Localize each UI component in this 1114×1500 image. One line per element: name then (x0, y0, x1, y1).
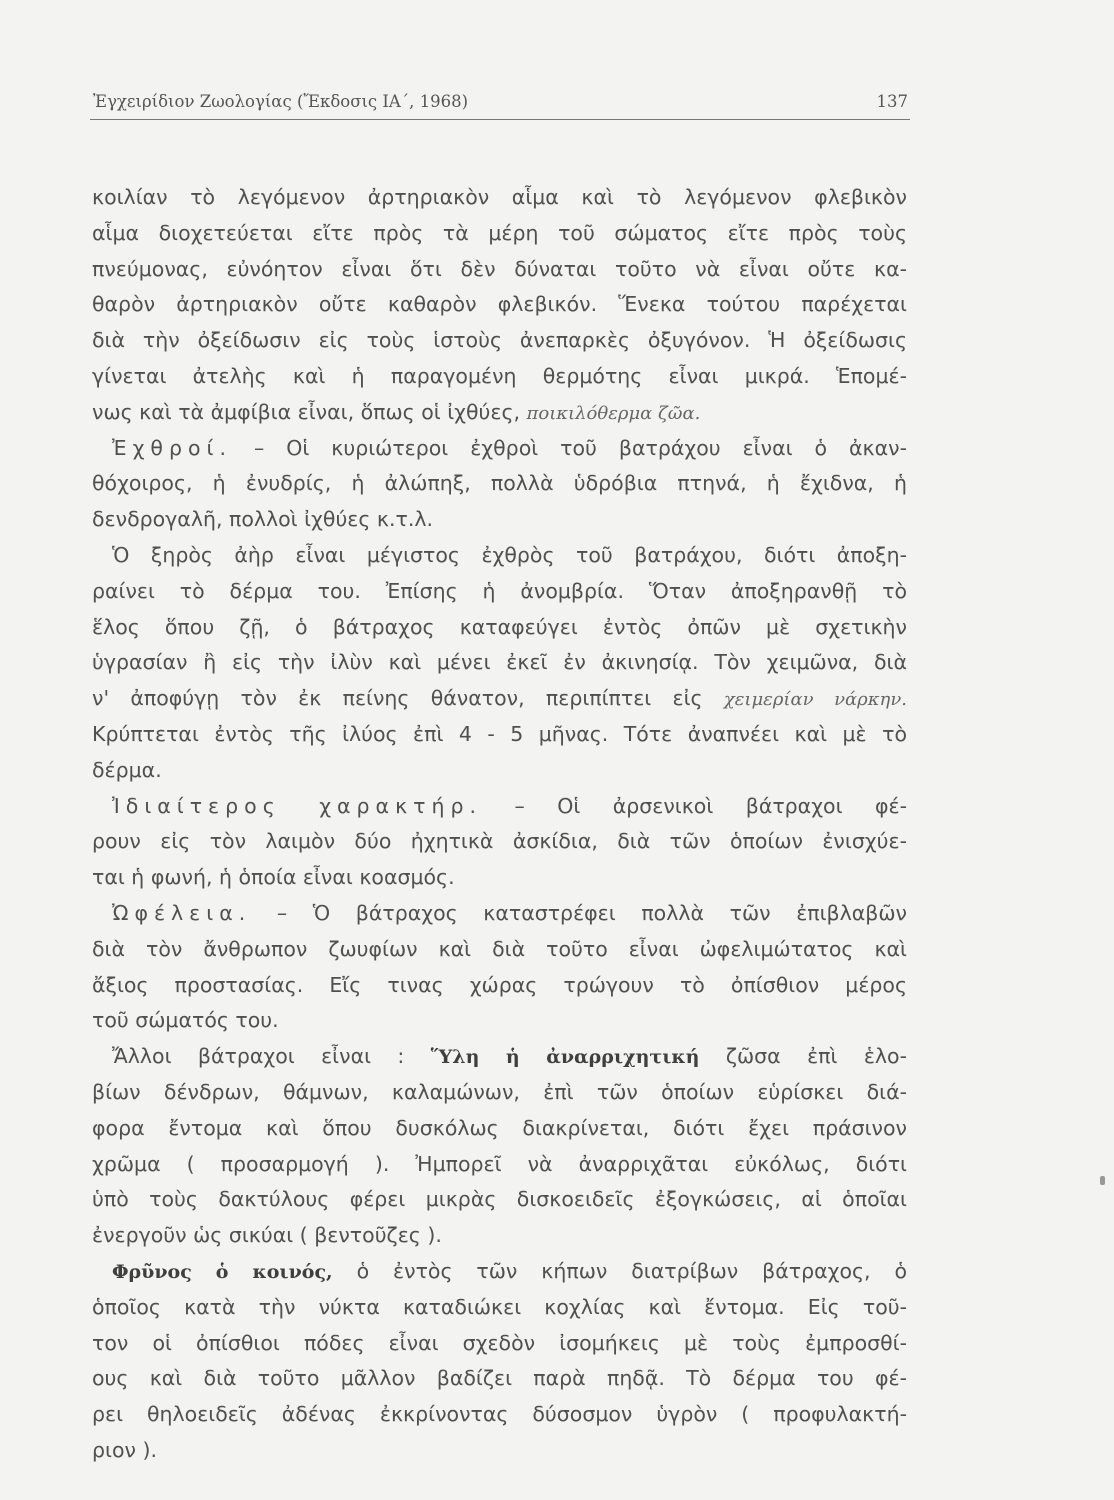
text-segment: διὰ τὸν ἄνθρωπον ζωυφίων καὶ διὰ τοῦτο εἶναι ὠφελιμώτατος καὶ (92, 936, 907, 961)
running-header (93, 92, 908, 118)
text-line (92, 323, 907, 359)
text-segment: κοιλίαν τὸ λεγόμενον ἀρτηριακὸν αἷμα καὶ τὸ λεγόμενον φλεβικὸν (92, 185, 907, 209)
text-line (92, 789, 907, 825)
text-line (92, 681, 907, 717)
text-line (92, 359, 907, 395)
text-segment: πνεύμονας, εὐνόητον εἶναι ὅτι δὲν δύναται τοῦτο νὰ εἶναι οὔτε κα- (92, 256, 907, 281)
text-segment: δενδρογαλῆ, πολλοὶ ἰχθύες κ.τ.λ. (92, 507, 434, 532)
section-heading: Ὠφέλεια. (112, 900, 252, 925)
text-segment: ν' ἀποφύγῃ τὸν ἐκ πείνης θάνατον, περιπίπτει εἰς (92, 686, 724, 711)
page-number: 137 (876, 92, 908, 111)
text-segment: ους καὶ διὰ τοῦτο μᾶλλον βαδίζει παρὰ πηδᾷ. Τὸ δέρμα του φέ- (92, 1366, 907, 1391)
text-segment: ὑγρασίαν ἢ εἰς τὴν ἰλὺν καὶ μένει ἐκεῖ ἐν ἀκινησίᾳ. Τὸν χειμῶνα, διὰ (92, 650, 907, 675)
text-line (92, 753, 907, 789)
text-segment: νως καὶ τὰ ἀμφίβια εἶναι, ὅπως οἱ ἰχθύες, (92, 399, 527, 424)
text-line (92, 1111, 907, 1147)
text-line (92, 1003, 907, 1039)
text-segment: ὁποῖος κατὰ τὴν νύκτα καταδιώκει κοχλίας καὶ ἔντομα. Εἰς τοῦ- (92, 1294, 907, 1319)
italic-term: ποικιλόθερμα ζῶα. (526, 402, 701, 424)
text-segment: αἷμα διοχετεύεται εἴτε πρὸς τὰ μέρη τοῦ σώματος εἴτε πρὸς τοὺς (92, 220, 907, 245)
text-line (92, 395, 907, 431)
text-segment: ἐνεργοῦν ὡς σικύαι ( βεντοῦζες ). (92, 1223, 442, 1248)
text-line (92, 1290, 907, 1326)
text-segment: ἕλος ὅπου ζῇ, ὁ βάτραχος καταφεύγει ἐντὸς ὀπῶν μὲ σχετικὴν (92, 614, 907, 639)
header-title: Ἐγχειρίδιον Ζωολογίας (Ἔκδοσις ΙΑ΄, 1968) (93, 92, 469, 111)
text-segment: ρει θηλοειδεῖς ἀδένας ἐκκρίνοντας δύσοσμον ὑγρὸν ( προφυλακτή- (92, 1402, 907, 1427)
text-line (92, 860, 907, 896)
text-line (92, 1075, 907, 1111)
text-segment: θόχοιρος, ἡ ἐνυδρίς, ἡ ἀλώπηξ, πολλὰ ὑδρόβια πτηνά, ἡ ἔχιδνα, ἡ (92, 471, 907, 496)
text-line (92, 466, 907, 502)
text-segment: γίνεται ἀτελὴς καὶ ἡ παραγομένη θερμότης εἶναι μικρά. Ἑπομέ- (92, 363, 907, 388)
text-segment: Ἄλλοι βάτραχοι εἶναι : (112, 1044, 431, 1069)
text-line (92, 717, 907, 753)
text-segment: Ὁ ξηρὸς ἀὴρ εἶναι μέγιστος ἐχθρὸς τοῦ βατράχου, διότι ἀποξη- (112, 542, 907, 567)
text-line (92, 287, 907, 323)
text-segment: θαρὸν ἀρτηριακὸν οὔτε καθαρὸν φλεβικόν. Ἕνεκα τούτου παρέχεται (92, 292, 907, 317)
text-segment: ὁ ἐντὸς τῶν κήπων διατρίβων βάτραχος, ὁ (332, 1258, 907, 1283)
text-line (92, 645, 907, 681)
text-segment: ζῶσα ἐπὶ ἑλο- (699, 1044, 907, 1069)
text-line (92, 538, 907, 574)
text-segment: – Ὁ βάτραχος καταστρέφει πολλὰ τῶν ἐπιβλαβῶν (251, 900, 907, 925)
text-segment: φορα ἔντομα καὶ ὅπου δυσκόλως διακρίνεται, διότι ἔχει πράσινον (92, 1115, 907, 1140)
text-segment: διὰ τὴν ὀξείδωσιν εἰς τοὺς ἱστοὺς ἀνεπαρκὲς ὀξυγόνον. Ἡ ὀξείδωσις (92, 328, 907, 353)
bold-term: Ὕλη ἡ ἀναρριχητική (430, 1046, 700, 1069)
text-segment: βίων δένδρων, θάμνων, καλαμώνων, ἐπὶ τῶν ὁποίων εὑρίσκει διά- (92, 1079, 907, 1104)
italic-term: χειμερίαν νάρκην. (723, 689, 907, 711)
text-line (92, 1326, 907, 1362)
text-line (92, 824, 907, 860)
text-segment: ρουν εἰς τὸν λαιμὸν δύο ἠχητικὰ ἀσκίδια, διὰ τῶν ὁποίων ἐνισχύε- (92, 829, 907, 854)
scan-speck (1100, 1176, 1105, 1185)
text-line (92, 180, 907, 216)
text-line (92, 968, 907, 1004)
section-heading: Ἰδιαίτερος χαρακτήρ. (112, 793, 483, 818)
text-line (92, 1433, 907, 1469)
text-line (92, 1147, 907, 1183)
header-rule (90, 119, 910, 120)
text-line (92, 431, 907, 467)
text-line (92, 1039, 907, 1075)
text-line (92, 216, 907, 252)
text-line (92, 502, 907, 538)
text-segment: δέρμα. (92, 757, 162, 782)
text-line (92, 1218, 907, 1254)
text-line (92, 1254, 907, 1290)
text-segment: – Οἱ κυριώτεροι ἐχθροὶ τοῦ βατράχου εἶναι ὁ ἀκαν- (231, 435, 907, 460)
bold-term: Φρῦνος ὁ κοινός, (112, 1260, 333, 1283)
body-text (92, 180, 907, 1469)
text-line (92, 1397, 907, 1433)
text-line (92, 932, 907, 968)
text-segment: τοῦ σώματός του. (92, 1008, 279, 1033)
text-line (92, 1182, 907, 1218)
text-line (92, 896, 907, 932)
text-segment: ὑπὸ τοὺς δακτύλους φέρει μικρὰς δισκοειδεῖς ἐξογκώσεις, αἱ ὁποῖαι (92, 1187, 907, 1212)
text-segment: τον οἱ ὀπίσθιοι πόδες εἶναι σχεδὸν ἰσομήκεις μὲ τοὺς ἐμπροσθί- (92, 1330, 907, 1355)
text-line (92, 610, 907, 646)
section-heading: Ἐχθροί. (112, 435, 232, 460)
text-line (92, 252, 907, 288)
text-segment: ἄξιος προστασίας. Εἴς τινας χώρας τρώγουν τὸ ὀπίσθιον μέρος (92, 972, 907, 997)
text-segment: – Οἱ ἀρσενικοὶ βάτραχοι φέ- (482, 793, 907, 818)
text-segment: ται ἡ φωνή, ἡ ὁποία εἶναι κοασμός. (92, 865, 455, 890)
text-segment: χρῶμα ( προσαρμογή ). Ἠμπορεῖ νὰ ἀναρριχᾶται εὐκόλως, διότι (92, 1151, 907, 1176)
text-segment: ριον ). (92, 1437, 157, 1462)
text-segment: Κρύπτεται ἐντὸς τῆς ἰλύος ἐπὶ 4 - 5 μῆνας. Τότε ἀναπνέει καὶ μὲ τὸ (92, 721, 907, 746)
text-line (92, 574, 907, 610)
text-segment: ραίνει τὸ δέρμα του. Ἐπίσης ἡ ἀνομβρία. Ὅταν ἀποξηρανθῇ τὸ (92, 578, 907, 603)
text-line (92, 1361, 907, 1397)
